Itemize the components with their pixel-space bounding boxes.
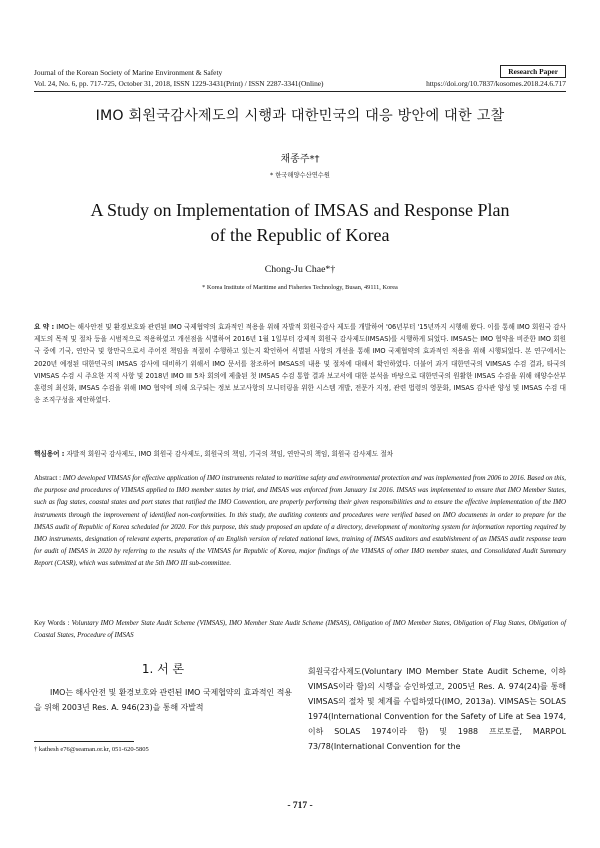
english-keywords (34, 618, 566, 642)
intro-right-column: 회원국감사제도(Voluntary IMO Member State Audit Scheme, 이하 VIMSAS이라 함)의 시행을 승인하였고, 2005년 Res. A. 974(24)를 통해 VIMSAS의 절차 및 체계를 수립하였다(IMO, 2013a). VIMSAS는 SOLAS 1974(International Convention for the Safety of Life at Sea 1974, 이하 SOLAS 1974이라 함) 및 1988 프로토콜, MARPOL 73/78(International Convention for the (308, 667, 566, 751)
english-title-line2: of the Republic of Korea (210, 225, 390, 245)
journal-name: Journal of the Korean Society of Marine Environment & Safety (34, 68, 223, 77)
article-type-badge: Research Paper (500, 65, 566, 78)
english-title-line1: A Study on Implementation of IMSAS and Response Plan (90, 200, 510, 220)
english-abstract-label: Abstract : (34, 475, 61, 482)
english-keywords-text: Voluntary IMO Member State Audit Scheme (VIMSAS), IMO Member State Audit Scheme (IMSAS), Obligation of IMO Member States, Obligation of Flag States, Obligation of Coastal States, Procedure of IMSAS (34, 620, 566, 640)
section-heading: 1. 서 론 (141, 662, 185, 676)
page-number: - 717 - (287, 801, 313, 811)
korean-keywords-text: 자발적 회원국 감사제도, IMO 회원국 감사제도, 회원국의 책임, 기국의 책임, 연안국의 책임, 회원국 감사제도 절차 (66, 450, 394, 458)
korean-abstract-label: 요 약 : (34, 323, 55, 331)
citation: Vol. 24, No. 6, pp. 717-725, October 31, 2018, ISSN 1229-3431(Print) / ISSN 2287-3341(Online) (34, 79, 324, 88)
korean-keywords-label: 핵심용어 : (34, 450, 65, 458)
korean-abstract (34, 321, 566, 406)
english-abstract-text: IMO developed VIMSAS for effective application of IMO instruments related to maritime safety and environmental protection and was implemented from 2006 to 2016. Based on this, the purpose and procedures of VIMSAS applied to IMO member states by trial, and IMSAS was enforced from January 1st 2016. IMSAS was implemented to ensure that IMO Member States, such as flag states, coastal states and port states that ratified the IMO Convention, are properly performing their given responsibilities and to ensure the effective implementation of the IMO instruments through the improvement of identified non-conformities. In this study, the auditing contents and procedures were verified based on IMO documents in order to prepare for the IMSAS audit of Republic of Korea scheduled for 2020. For this purpose, this study proposed an update of a directory, development of monitoring system for information reporting required by IMO instruments, designation of relevant experts, preparation of an English version of related national laws, training of IMSAS auditors and establishment of an IMSAS audit response team for audit of IMSAS in 2020 by referring to the results of the VIMSAS for Republic of Korea, major findings of the VIMSAS of other IMO member states, and Consolidated Audit Summary Report (CASR), which was submitted at the 5th IMO III sub-committee. (34, 475, 566, 568)
korean-author: 채종주*† (280, 154, 320, 165)
english-keywords-label: Key Words : (34, 620, 70, 627)
english-author: Chong-Ju Chae*† (264, 264, 336, 275)
english-abstract (34, 473, 566, 571)
header-rule (34, 91, 566, 92)
korean-affiliation: * 한국해양수산연수원 (270, 172, 330, 179)
korean-keywords (34, 448, 566, 460)
english-affiliation: * Korea Institute of Maritime and Fisheries Technology, Busan, 49111, Korea (202, 284, 398, 291)
korean-title: IMO 회원국감사제도의 시행과 대한민국의 대응 방안에 대한 고찰 (95, 108, 505, 124)
footnote-rule (34, 741, 134, 742)
intro-left-column: IMO는 해사안전 및 환경보호와 관련된 IMO 국제협약의 효과적인 적용을 위해 2003년 Res. A. 946(23)을 통해 자발적 (34, 688, 292, 712)
doi-link[interactable]: https://doi.org/10.7837/kosomes.2018.24.6.717 (426, 79, 566, 88)
footnote: † kathesh e76@seaman.or.kr, 051-620-5805 (34, 746, 149, 753)
korean-abstract-text: IMO는 해사안전 및 환경보호와 관련된 IMO 국제협약의 효과적인 적용을 위해 자발적 회원국감사 제도를 개발하여 '06년부터 '15년까지 시행해 왔다. 이를 통해 IMO 회원국 감사제도의 목적 및 절차 등을 시범적으로 적용하였고 개선점을 식별하여 2016년 1월 1일부터 강제적 회원국 감사제도(IMSAS)를 시행하게 되었다. IMSAS는 IMO 협약을 비준한 IMO 회원국 중에 기국, 연안국 및 항만국으로서 주어진 책임을 적절히 수행하고 있는지 확인하여 식별된 사항의 개선을 통해 IMO 국제협약의 효과적인 적용을 위해 시행되었다. 본 연구에서는 2020년 예정된 대한민국의 IMSAS 감사에 대비하기 위해서 IMO 문서를 참조하여 IMSAS의 내용 및 절차에 대해서 확인하였다. 더불어 과거 대한민국의 VIMSAS 수검 결과, 타국의 VIMSAS 수검 시 주요한 지적 사항 및 2018년 IMO III 5차 회의에 제출된 첫 IMSAS 수검 통합 결과 보고서에 대한 분석을 바탕으로 대한민국의 원활한 IMSAS 수검을 위해 해양수산부훈령의 최신화, IMSAS 수검을 위해 IMO 협약에 의해 요구되는 정보 보고사항의 모니터링을 위한 시스템 개발, 전문가 지정, 관련 법령의 영문화, IMSAS 감사관 양성 및 IMSAS 수검 대응 조직구성을 제안하였다. (34, 323, 566, 405)
